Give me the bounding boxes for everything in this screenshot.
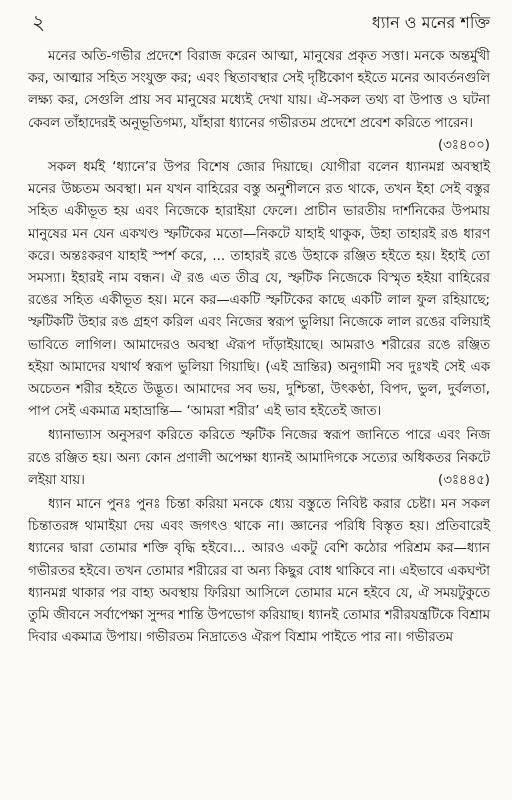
paragraph-1 bbox=[28, 46, 490, 153]
paragraph-2 bbox=[28, 157, 490, 423]
paragraph-text: ধ্যান মানে পুনঃ পুনঃ চিন্তা করিয়া মনকে ধ্যেয় বস্তুতে নিবিষ্ট করার চেষ্টা। মন সকল চিন্তাতরঙ্গ থামাইয়া দেয় এবং জগৎও থাকে না। জ্ঞানের পরিধি বিস্তৃত হয়। প্রতিবারেই ধ্যানের দ্বারা তোমার শক্তি বৃদ্ধি হইবে।... আরও একটু বেশি কঠোর পরিশ্রম কর—ধ্যান গভীরতর হইবে। তখন তোমার শরীরের বা অন্য কিছুর বোধ থাকিবে না। এইভাবে একঘণ্টা ধ্যানমগ্ন থাকার পর বাহ্য অবস্থায় ফিরিয়া আসিলে তোমার মনে হইবে যে, ঐ সময়টুকুতে তুমি জীবনে সর্বাপেক্ষা সুন্দর শান্তি উপভোগ করিয়াছ। ধ্যানই তোমার শরীরযন্ত্রটিকে বিশ্রাম দিবার একমাত্র উপায়। গভীরতম নিদ্রাতেও ঐরূপ বিশ্রাম পাইতে পার না। গভীরতম bbox=[28, 497, 490, 646]
paragraph-text: মনের অতি-গভীর প্রদেশে বিরাজ করেন আত্মা, মানুষের প্রকৃত সত্তা। মনকে অন্তর্মুখী কর, আত্মার সহিত সংযুক্ত কর; এবং স্থিতাবস্থার সেই দৃষ্টিকোণ হইতে মনের আবর্তনগুলি লক্ষ্য কর, সেগুলি প্রায় সব মানুষের মধ্যেই দেখা যায়। ঐ-সকল তথ্য বা উপাত্ত ও ঘটনা কেবল তাঁহাদেরই অনুভূতিগম্য, যাঁহারা ধ্যানের গভীরতম প্রদেশে প্রবেশ করিতে পারেন। bbox=[28, 49, 490, 131]
citation: (৩ঃ৪০০) bbox=[437, 137, 490, 153]
paragraph-text: সকল ধর্মই ‘ধ্যানে’র উপর বিশেষ জোর দিয়াছে। যোগীরা বলেন ধ্যানমগ্ন অবস্থাই মনের উচ্চতম অবস্থা। মন যখন বাহিরের বস্তু অনুশীলনে রত থাকে, তখন ইহা সেই বস্তুর সহিত একীভূত হয় এবং নিজেকে হারাইয়া ফেলে। প্রাচীন ভারতীয় দার্শনিকের উপমায় মানুষের মন যেন একখণ্ড স্ফটিকের মতো—নিকটে যাহাই থাকুক, উহা তাহারই রঙ ধারণ করে। অন্তঃকরণ যাহাই স্পর্শ করে, ... তাহারই রঙে উহাকে রঞ্জিত হইতে হয়। ইহাই তো সমস্যা। ইহারই নাম বন্ধন। ঐ রঙ এত তীব্র যে, স্ফটিক নিজেকে বিস্মৃত হইয়া বাহিরের রঙের সহিত একীভূত হয়। মনে কর—একটি স্ফটিকের কাছে একটি লাল ফুল রহিয়াছে; স্ফটিকটি উহার রঙ গ্রহণ করিল এবং নিজের স্বরূপ ভুলিয়া নিজেকে লাল রঙের বলিয়াই ভাবিতে লাগিল। আমাদেরও অবস্থা ঐরূপ দাঁড়াইয়াছে। আমরাও শরীরের রঙে রঞ্জিত হইয়া আমাদের যথার্থ স্বরূপ ভুলিয়া গিয়াছি। (এই ভ্রান্তির) অনুগামী সব দুঃখই সেই এক অচেতন শরীর হইতে উদ্ভূত। আমাদের সব ভয়, দুশ্চিন্তা, উৎকণ্ঠা, বিপদ, ভুল, দুর্বলতা, পাপ সেই একমাত্র মহাভ্রান্তি— ‘আমরা শরীর’ এই ভাব হইতেই জাত। bbox=[28, 160, 490, 420]
citation: (৩ঃ৪৪৫) bbox=[438, 472, 490, 488]
page-number: ২ bbox=[32, 10, 46, 34]
running-head: ধ্যান ও মনের শক্তি bbox=[371, 13, 490, 32]
paragraph-4 bbox=[28, 494, 490, 649]
page-header bbox=[28, 6, 490, 40]
body-text bbox=[28, 46, 490, 649]
paragraph-3 bbox=[28, 425, 490, 492]
paragraph-text: ধ্যানাভ্যাস অনুসরণ করিতে করিতে স্ফটিক নিজের স্বরূপ জানিতে পারে এবং নিজ রঙে রঞ্জিত হয়। অন্য কোন প্রণালী অপেক্ষা ধ্যানই আমাদিগকে সত্যের অধিকতর নিকটে লইয়া যায়। bbox=[28, 428, 490, 488]
